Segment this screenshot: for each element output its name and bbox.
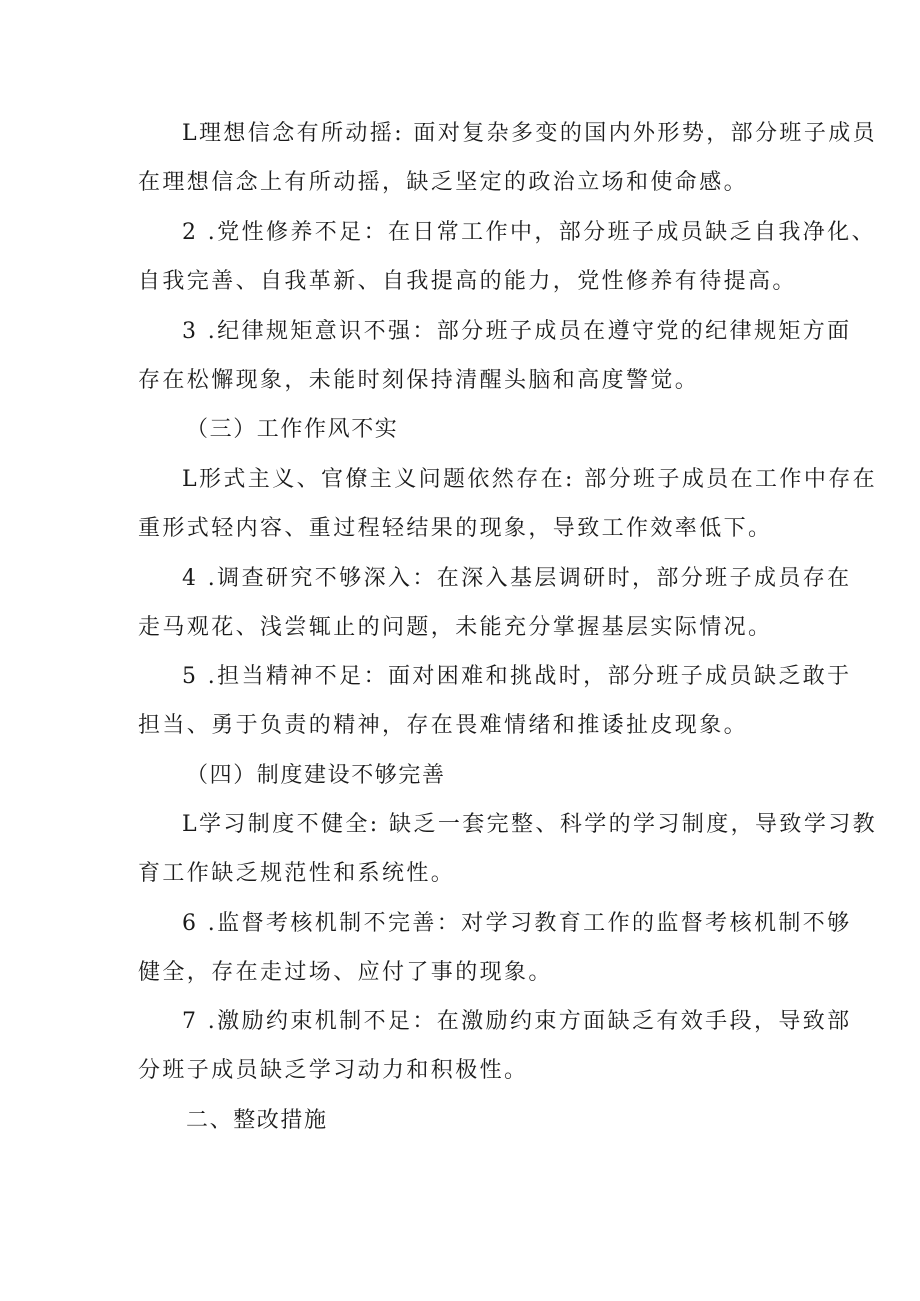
paragraph-5-line-2: 走马观花、浅尝辄止的问题，未能充分掌握基层实际情况。 [138,615,773,640]
paragraph-9-line-1: 7 .激励约束机制不足：在激励约束方面缺乏有效手段，导致部 [182,1009,852,1034]
paragraph-3-line-1: 3 .纪律规矩意识不强：部分班子成员在遵守党的纪律规矩方面 [182,319,852,344]
section-heading-3: （三）工作作风不实 [186,417,399,442]
paragraph-2-line-1: 2 .党性修养不足：在日常工作中，部分班子成员缺乏自我净化、 [182,220,876,245]
paragraph-2-line-2: 自我完善、自我革新、自我提高的能力，党性修养有待提高。 [138,269,797,294]
paragraph-8-line-1: 6 .监督考核机制不完善：对学习教育工作的监督考核机制不够 [182,911,852,936]
paragraph-4-line-1: L形式主义、官僚主义问题依然存在: 部分班子成员在工作中存在 [182,467,878,492]
paragraph-3-line-2: 存在松懈现象，未能时刻保持清醒头脑和高度警觉。 [138,368,700,393]
section-heading-rectification: 二、整改措施 [186,1108,328,1133]
paragraph-7-line-1: L学习制度不健全: 缺乏一套完整、科学的学习制度，导致学习教 [182,812,878,837]
paragraph-1-line-2: 在理想信念上有所动摇，缺乏坚定的政治立场和使命感。 [138,170,749,195]
paragraph-6-line-1: 5 .担当精神不足：面对困难和挑战时，部分班子成员缺乏敢于 [182,664,852,689]
paragraph-9-line-2: 分班子成员缺乏学习动力和积极性。 [138,1058,529,1083]
paragraph-6-line-2: 担当、勇于负责的精神，存在畏难情绪和推诿扯皮现象。 [138,713,749,738]
section-heading-4: （四）制度建设不够完善 [186,763,446,788]
paragraph-4-line-2: 重形式轻内容、重过程轻结果的现象，导致工作效率低下。 [138,516,773,541]
paragraph-5-line-1: 4 .调查研究不够深入：在深入基层调研时，部分班子成员存在 [182,566,852,591]
paragraph-1-line-1: L理想信念有所动摇: 面对复杂多变的国内外形势，部分班子成员 [182,121,878,146]
paragraph-7-line-2: 育工作缺乏规范性和系统性。 [138,861,456,886]
paragraph-8-line-2: 健全，存在走过场、应付了事的现象。 [138,960,553,985]
